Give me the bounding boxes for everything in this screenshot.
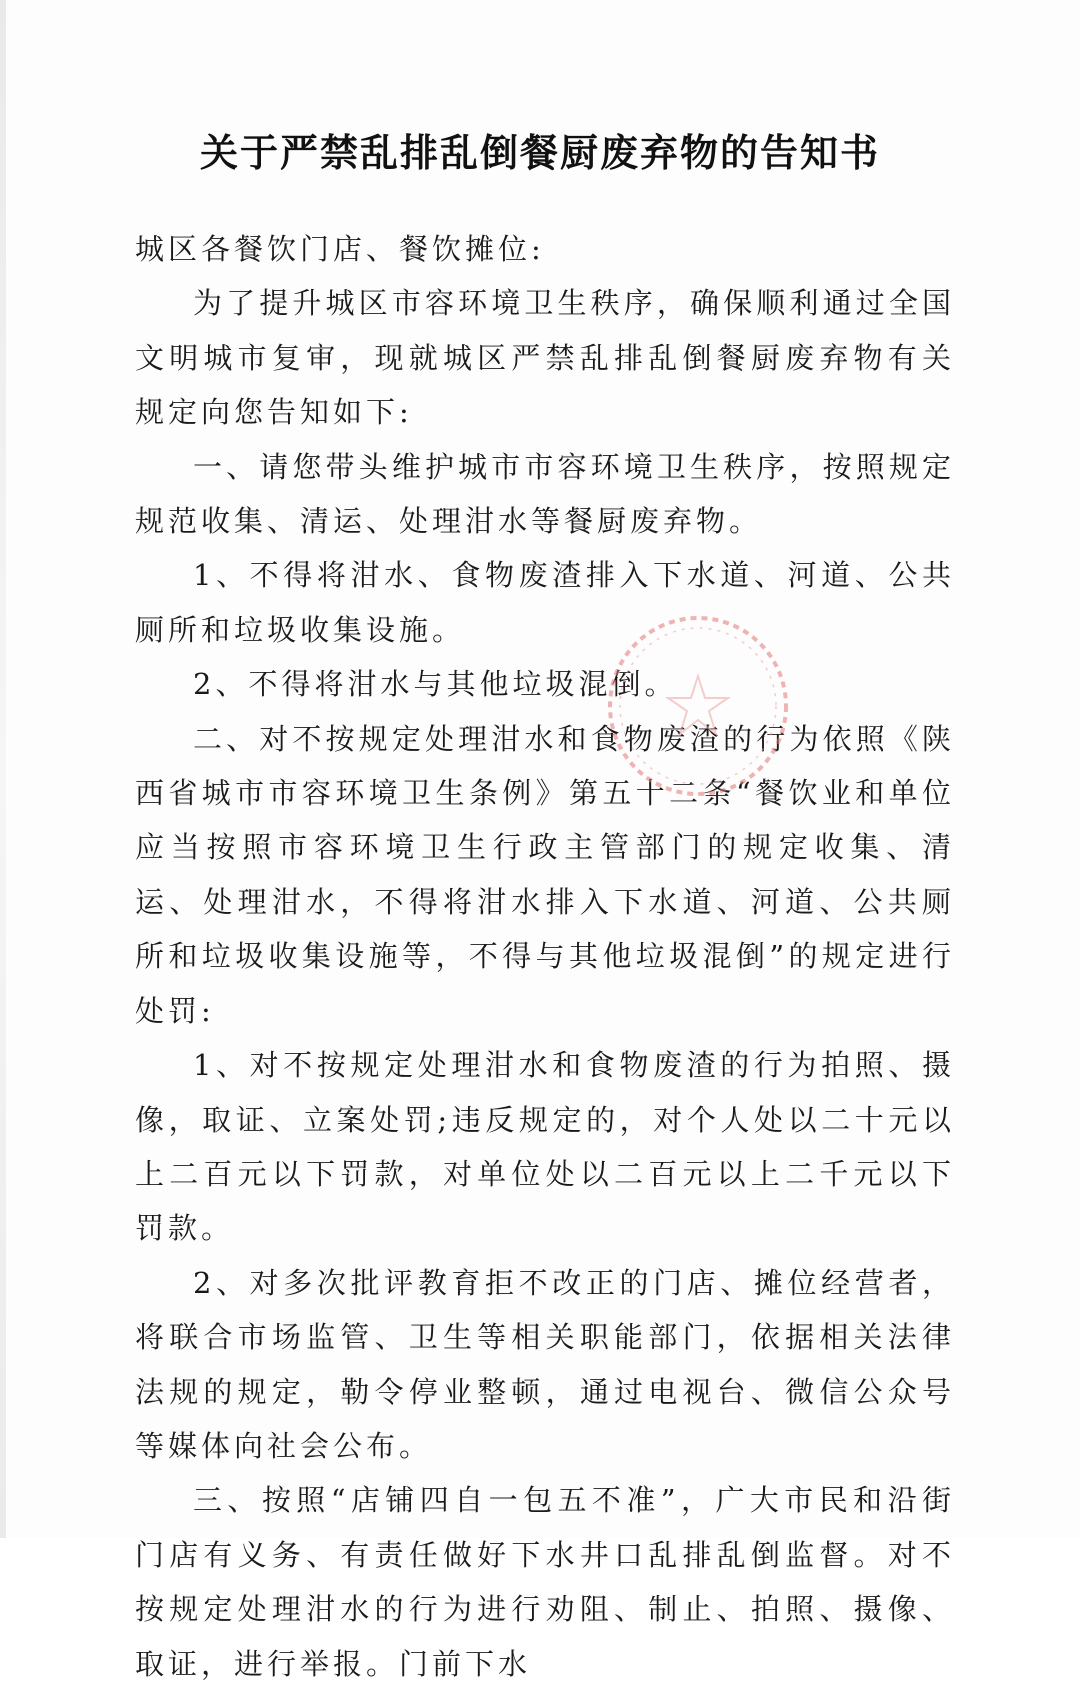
paragraph-section-3: 三、按照“店铺四自一包五不准”，广大市民和沿街门店有义务、有责任做好下水井口乱排乱倒监督。对不按规定处理泔水的行为进行劝阻、制止、拍照、摄像、取证，进行举报。门前下水 <box>135 1483 955 1681</box>
paragraph-intro: 为了提升城区市容环境卫生秩序，确保顺利通过全国文明城市复审，现就城区严禁乱排乱倒餐厨废弃物有关规定向您告知如下: <box>135 286 955 430</box>
document-body <box>135 222 955 1691</box>
paragraph-section-2: 二、对不按规定处理泔水和食物废渣的行为依照《陕西省城市市容环境卫生条例》第五十二条“餐饮业和单位应当按照市容环境卫生行政主管部门的规定收集、清运、处理泔水，不得将泔水排入下水道、河道、公共厕所和垃圾收集设施等，不得与其他垃圾混倒”的规定进行处罚: <box>135 721 955 1028</box>
paragraph-item-2-2: 2、对多次批评教育拒不改正的门店、摊位经营者，将联合市场监管、卫生等相关职能部门，依据相关法律法规的规定，勒令停业整顿，通过电视台、微信公众号等媒体向社会公布。 <box>135 1265 955 1463</box>
paragraph-item-1-1: 1、不得将泔水、食物废渣排入下水道、河道、公共厕所和垃圾收集设施。 <box>135 558 955 647</box>
paragraph-section-1: 一、请您带头维护城市市容环境卫生秩序，按照规定规范收集、清运、处理泔水等餐厨废弃物。 <box>135 449 955 539</box>
paragraph-item-1-2: 2、不得将泔水与其他垃圾混倒。 <box>193 667 678 702</box>
salutation: 城区各餐饮门店、餐饮摊位: <box>135 232 545 266</box>
paragraph-item-2-1: 1、对不按规定处理泔水和食物废渣的行为拍照、摄像，取证、立案处罚;违反规定的，对个人处以二十元以上二百元以下罚款，对单位处以二百元以上二千元以下罚款。 <box>135 1048 955 1246</box>
document-title: 关于严禁乱排乱倒餐厨废弃物的告知书 <box>199 130 880 176</box>
scan-edge-shadow <box>0 0 6 1538</box>
